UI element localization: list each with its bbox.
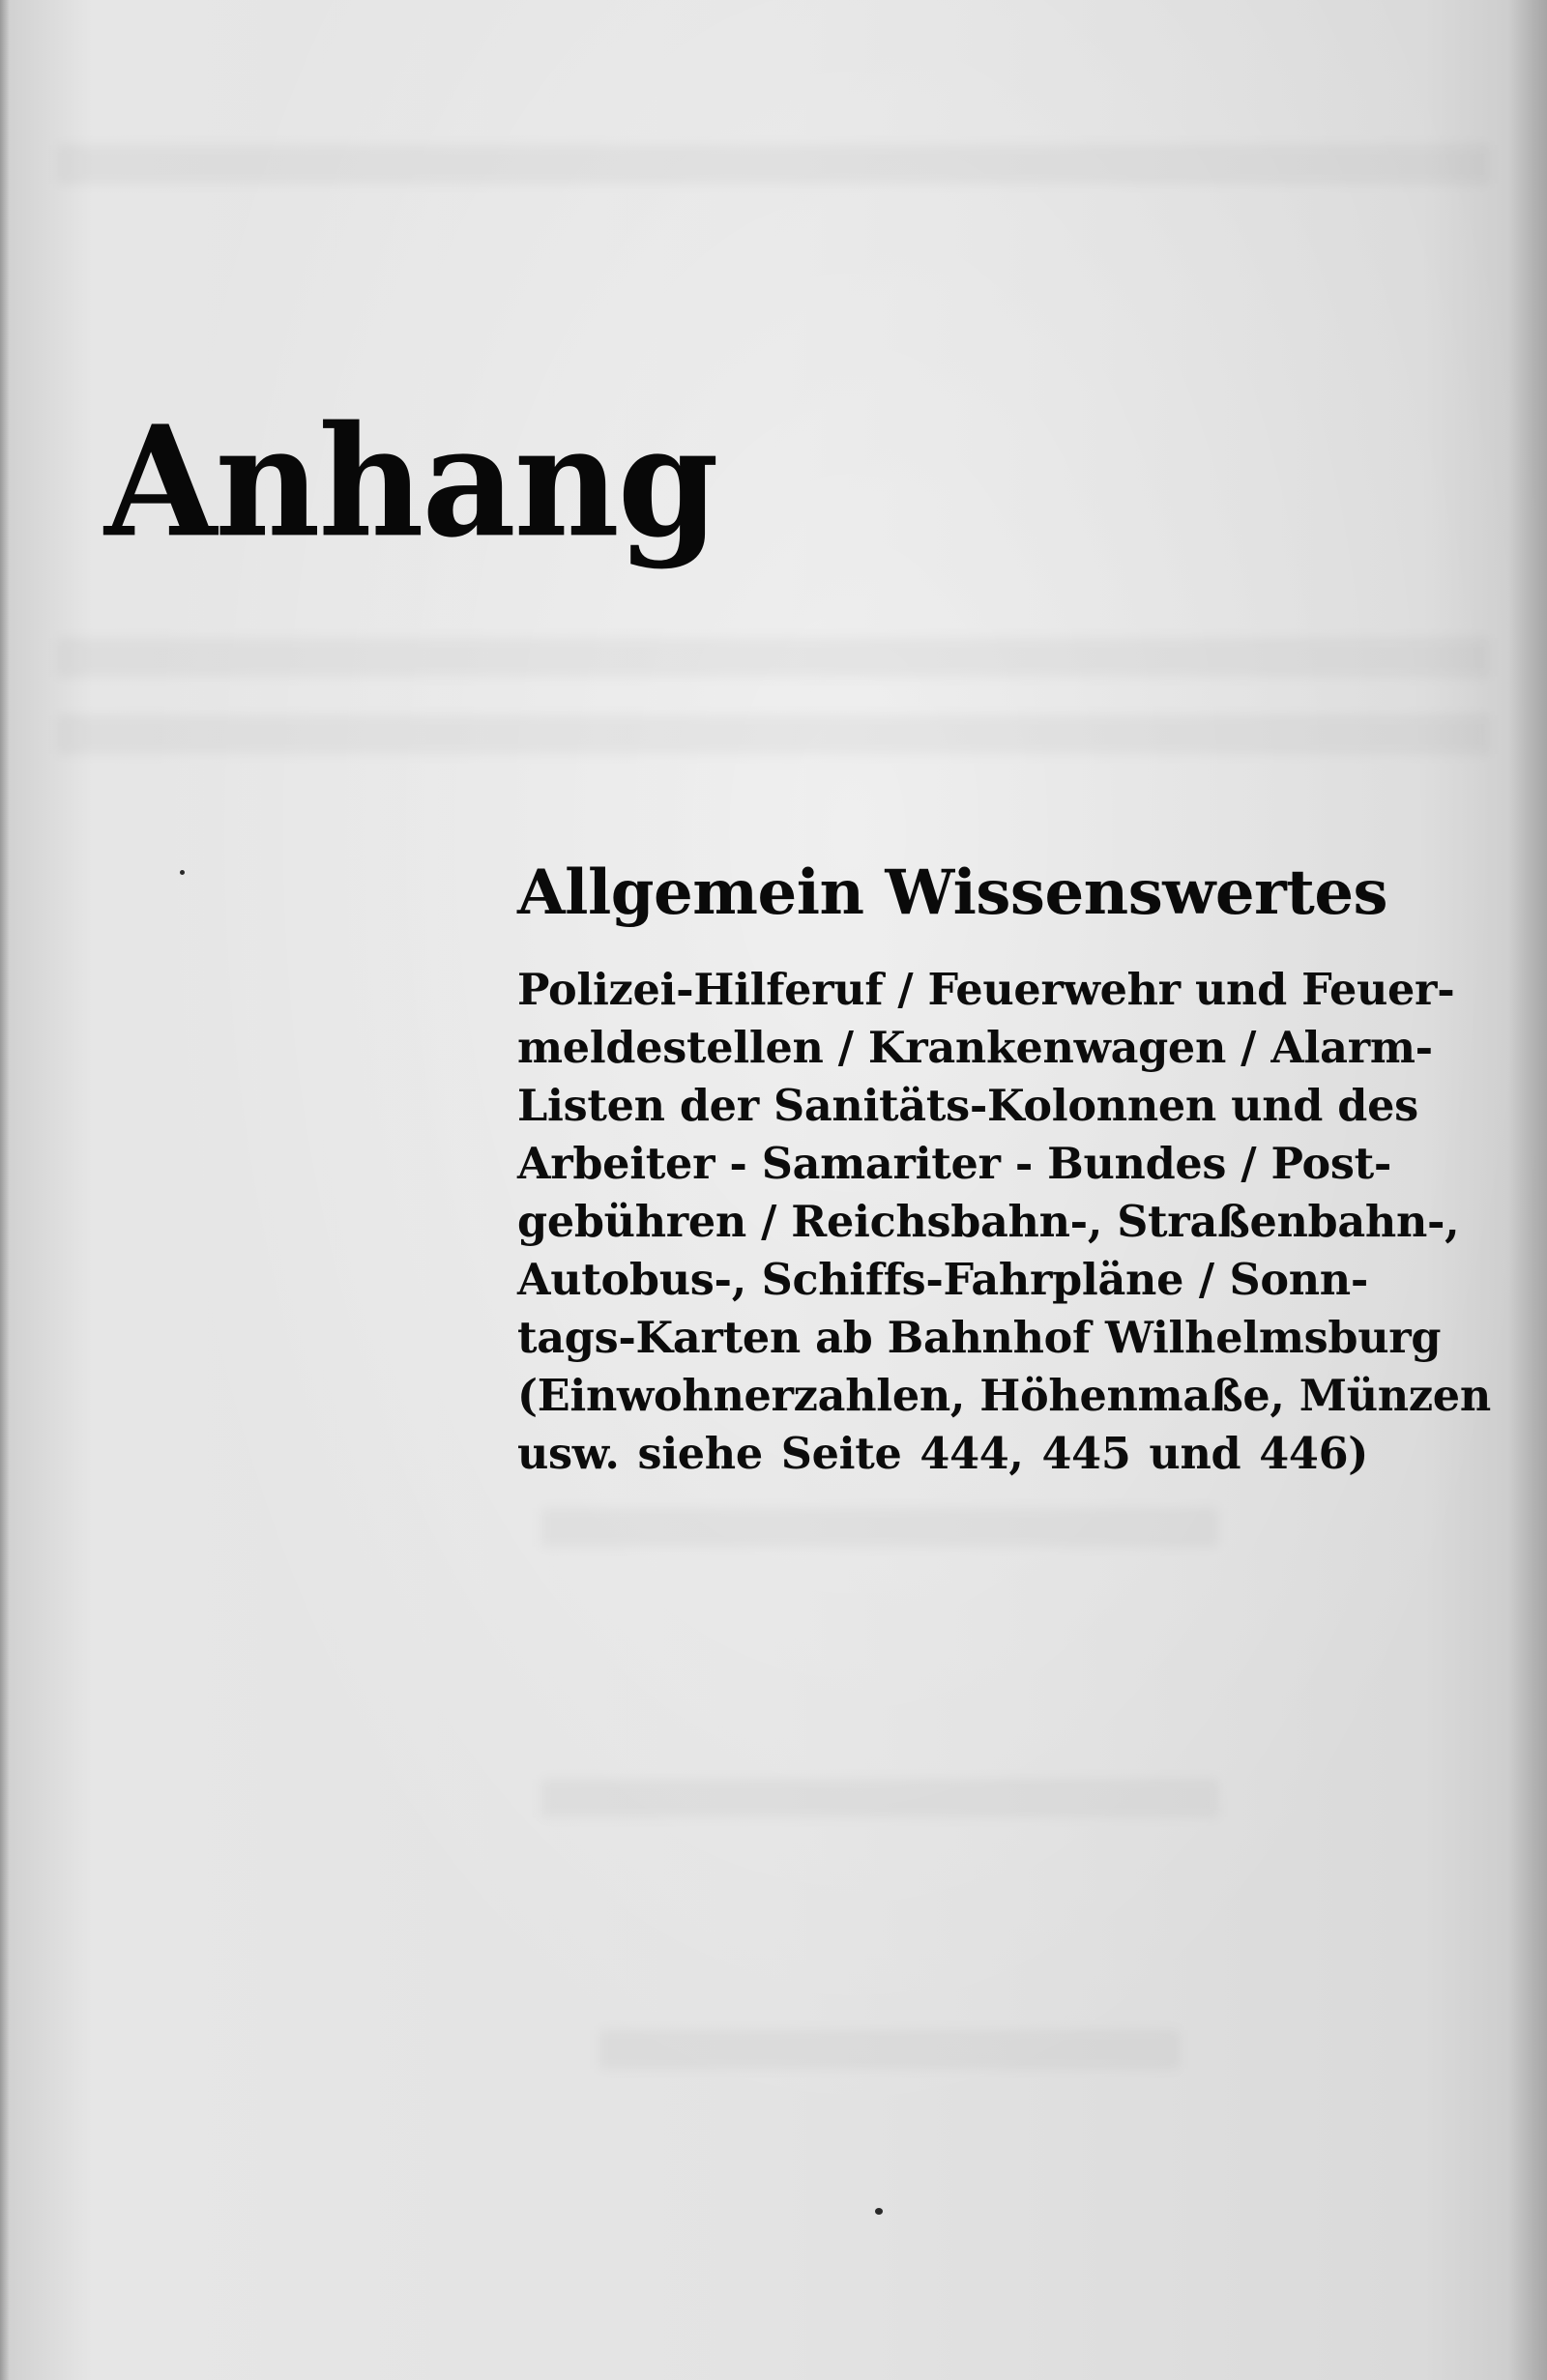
show-through-band	[541, 1508, 1218, 1547]
contents-line: Listen der Sanitäts-Kolonnen und des	[517, 1081, 1418, 1131]
show-through-band	[58, 145, 1489, 184]
contents-line: Polizei-Hilferuf / Feuerwehr und Feuer-	[517, 965, 1455, 1015]
contents-line: (Einwohnerzahlen, Höhenmaße, Münzen	[517, 1371, 1491, 1421]
show-through-band	[58, 715, 1489, 754]
dust-speck	[180, 870, 185, 875]
contents-line: Autobus-, Schiffs-Fahrpläne / Sonn-	[517, 1255, 1368, 1305]
page-edge-shadow-right	[1508, 0, 1547, 2380]
contents-line: meldestellen / Krankenwagen / Alarm-	[517, 1023, 1433, 1073]
section-title: Allgemein Wissenswertes	[517, 856, 1388, 929]
section-contents	[517, 961, 1491, 1483]
contents-line: gebühren / Reichsbahn-, Straßenbahn-,	[517, 1197, 1460, 1247]
page-edge-shadow-left	[0, 0, 10, 2380]
show-through-band	[541, 1779, 1218, 1817]
show-through-band	[58, 638, 1489, 677]
show-through-band	[599, 2030, 1180, 2069]
dust-speck	[875, 2208, 883, 2215]
contents-line: tags-Karten ab Bahnhof Wilhelmsburg	[517, 1313, 1442, 1363]
section-block	[517, 856, 1491, 1483]
contents-line: Arbeiter - Samariter - Bundes / Post-	[517, 1139, 1392, 1189]
contents-line: usw. siehe Seite 444, 445 und 446)	[517, 1429, 1368, 1479]
chapter-title: Anhang	[104, 392, 717, 572]
